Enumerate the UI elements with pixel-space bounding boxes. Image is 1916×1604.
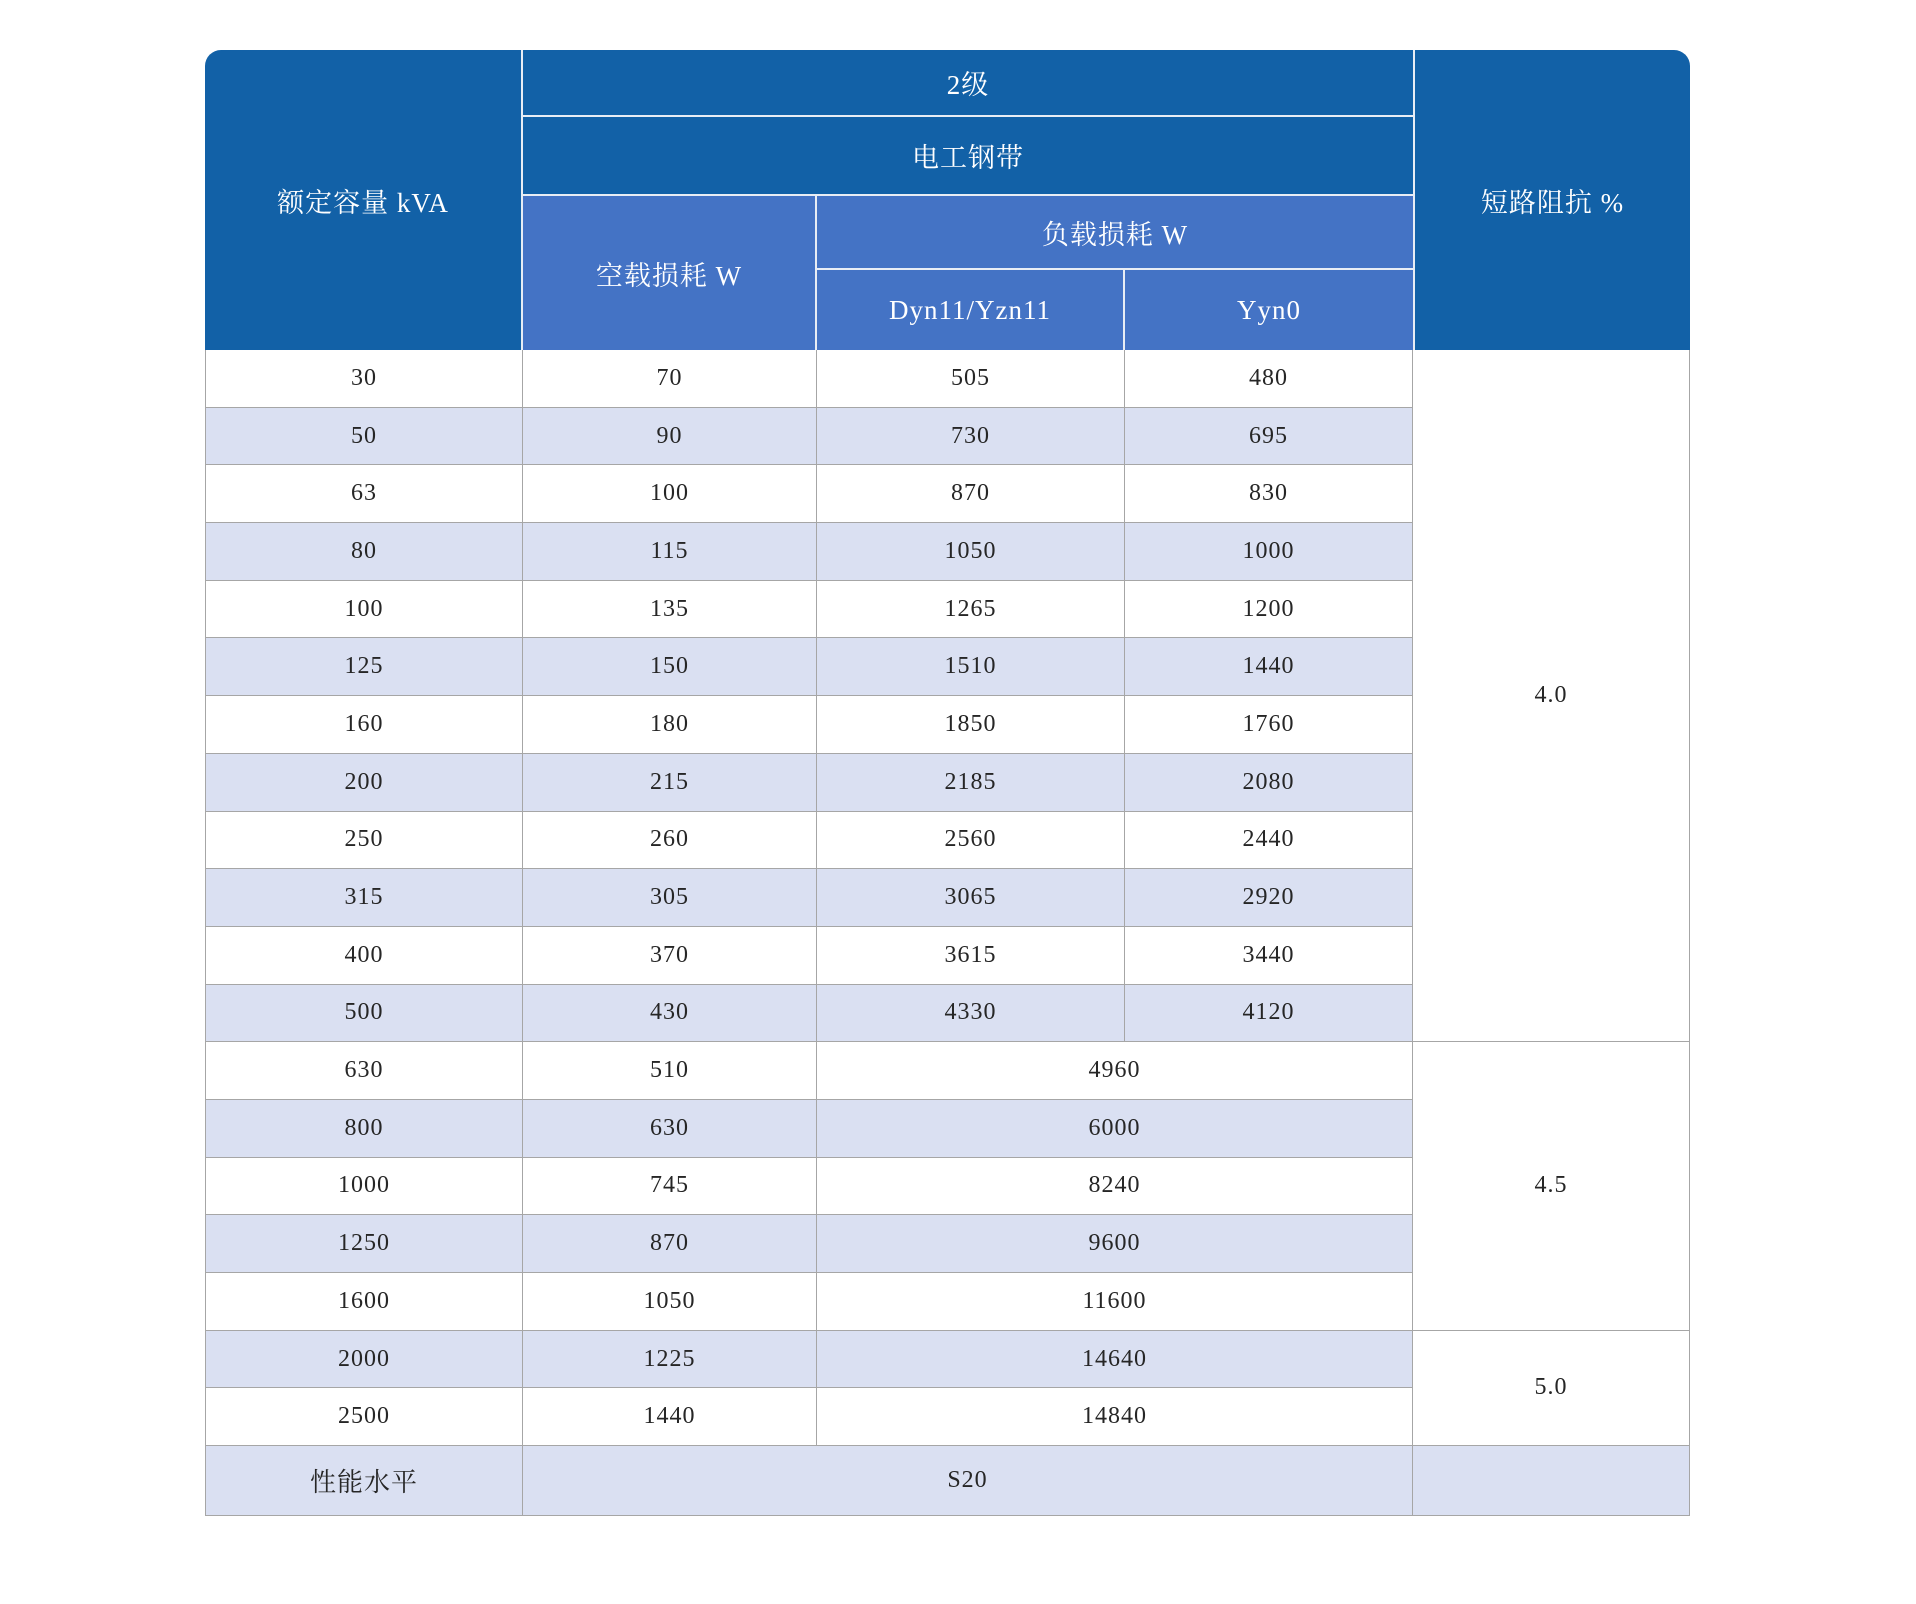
cell-no-load-loss: 135 xyxy=(523,581,817,639)
cell-impedance-group: 4.0 xyxy=(1413,350,1690,1042)
cell-no-load-loss: 870 xyxy=(523,1215,817,1273)
cell-capacity: 2500 xyxy=(205,1388,523,1446)
cell-load-loss-yyn: 2080 xyxy=(1125,754,1413,812)
cell-load-loss-yyn: 4120 xyxy=(1125,985,1413,1043)
cell-load-loss-yyn: 3440 xyxy=(1125,927,1413,985)
cell-load-loss-yyn: 830 xyxy=(1125,465,1413,523)
cell-no-load-loss: 1440 xyxy=(523,1388,817,1446)
cell-load-loss-yyn: 695 xyxy=(1125,408,1413,466)
cell-capacity: 50 xyxy=(205,408,523,466)
transformer-spec-table xyxy=(205,50,1690,1516)
cell-no-load-loss: 100 xyxy=(523,465,817,523)
cell-capacity: 63 xyxy=(205,465,523,523)
cell-no-load-loss: 1225 xyxy=(523,1331,817,1389)
cell-no-load-loss: 370 xyxy=(523,927,817,985)
cell-no-load-loss: 630 xyxy=(523,1100,817,1158)
cell-load-loss-dyn: 3615 xyxy=(817,927,1125,985)
header-vector-dyn: Dyn11/Yzn11 xyxy=(817,270,1125,350)
cell-capacity: 100 xyxy=(205,581,523,639)
cell-capacity: 125 xyxy=(205,638,523,696)
cell-load-loss-merged: 11600 xyxy=(817,1273,1413,1331)
cell-load-loss-merged: 6000 xyxy=(817,1100,1413,1158)
cell-capacity: 315 xyxy=(205,869,523,927)
footer-performance-value: S20 xyxy=(523,1446,1413,1516)
cell-load-loss-dyn: 870 xyxy=(817,465,1125,523)
header-class-level: 2级 xyxy=(523,50,1413,117)
cell-load-loss-yyn: 480 xyxy=(1125,350,1413,408)
cell-no-load-loss: 180 xyxy=(523,696,817,754)
header-vector-yyn: Yyn0 xyxy=(1125,270,1413,350)
cell-no-load-loss: 430 xyxy=(523,985,817,1043)
header-core-material: 电工钢带 xyxy=(523,117,1413,196)
cell-capacity: 1600 xyxy=(205,1273,523,1331)
cell-load-loss-dyn: 505 xyxy=(817,350,1125,408)
cell-no-load-loss: 70 xyxy=(523,350,817,408)
cell-impedance-group: 5.0 xyxy=(1413,1331,1690,1446)
cell-capacity: 250 xyxy=(205,812,523,870)
cell-load-loss-dyn: 1265 xyxy=(817,581,1125,639)
cell-capacity: 400 xyxy=(205,927,523,985)
cell-no-load-loss: 305 xyxy=(523,869,817,927)
cell-capacity: 160 xyxy=(205,696,523,754)
cell-load-loss-merged: 8240 xyxy=(817,1158,1413,1216)
cell-capacity: 1000 xyxy=(205,1158,523,1216)
cell-load-loss-yyn: 1760 xyxy=(1125,696,1413,754)
cell-no-load-loss: 215 xyxy=(523,754,817,812)
cell-capacity: 500 xyxy=(205,985,523,1043)
header-load-loss: 负载损耗 W xyxy=(817,196,1413,270)
cell-load-loss-yyn: 1000 xyxy=(1125,523,1413,581)
cell-no-load-loss: 150 xyxy=(523,638,817,696)
cell-capacity: 800 xyxy=(205,1100,523,1158)
cell-load-loss-dyn: 1050 xyxy=(817,523,1125,581)
cell-capacity: 630 xyxy=(205,1042,523,1100)
cell-load-loss-dyn: 1850 xyxy=(817,696,1125,754)
header-rated-capacity: 额定容量 kVA xyxy=(205,50,523,350)
cell-load-loss-dyn: 2560 xyxy=(817,812,1125,870)
cell-load-loss-yyn: 1200 xyxy=(1125,581,1413,639)
cell-load-loss-dyn: 730 xyxy=(817,408,1125,466)
cell-no-load-loss: 1050 xyxy=(523,1273,817,1331)
cell-load-loss-dyn: 4330 xyxy=(817,985,1125,1043)
cell-capacity: 1250 xyxy=(205,1215,523,1273)
cell-load-loss-dyn: 3065 xyxy=(817,869,1125,927)
cell-load-loss-merged: 14840 xyxy=(817,1388,1413,1446)
footer-performance-label: 性能水平 xyxy=(205,1446,523,1516)
cell-impedance-group: 4.5 xyxy=(1413,1042,1690,1330)
cell-load-loss-yyn: 2440 xyxy=(1125,812,1413,870)
cell-load-loss-merged: 9600 xyxy=(817,1215,1413,1273)
cell-no-load-loss: 745 xyxy=(523,1158,817,1216)
cell-no-load-loss: 90 xyxy=(523,408,817,466)
cell-capacity: 80 xyxy=(205,523,523,581)
cell-load-loss-dyn: 1510 xyxy=(817,638,1125,696)
cell-load-loss-dyn: 2185 xyxy=(817,754,1125,812)
cell-no-load-loss: 115 xyxy=(523,523,817,581)
header-no-load-loss: 空载损耗 W xyxy=(523,196,817,350)
cell-capacity: 200 xyxy=(205,754,523,812)
cell-load-loss-merged: 14640 xyxy=(817,1331,1413,1389)
footer-impedance-empty xyxy=(1413,1446,1690,1516)
cell-load-loss-yyn: 1440 xyxy=(1125,638,1413,696)
cell-capacity: 30 xyxy=(205,350,523,408)
header-impedance: 短路阻抗 % xyxy=(1413,50,1690,350)
cell-no-load-loss: 510 xyxy=(523,1042,817,1100)
cell-load-loss-merged: 4960 xyxy=(817,1042,1413,1100)
cell-capacity: 2000 xyxy=(205,1331,523,1389)
cell-load-loss-yyn: 2920 xyxy=(1125,869,1413,927)
cell-no-load-loss: 260 xyxy=(523,812,817,870)
